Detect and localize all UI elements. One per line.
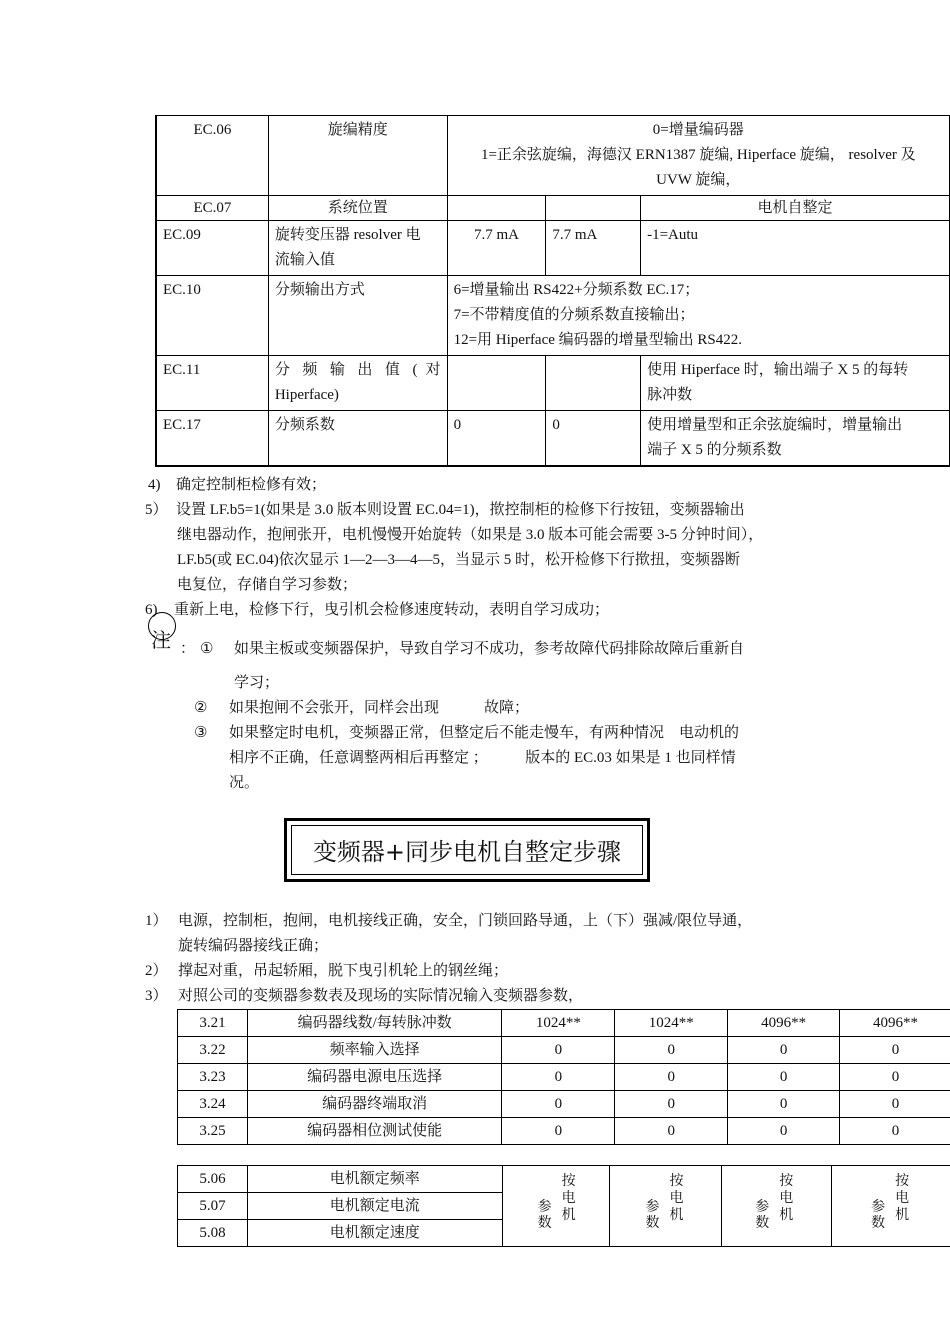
table-cell: 3.25 (178, 1118, 248, 1145)
table-cell: 3.22 (178, 1037, 248, 1064)
param-name: 旋转变压器 resolver 电 流输入值 (268, 221, 447, 276)
step-text: 电复位，存储自学习参数； (177, 577, 358, 593)
parameter-table-ec (155, 115, 950, 467)
param-value: 电机自整定 (641, 196, 950, 221)
note-item-text: 如果整定时电机，变频器正常，但整定后不能走慢车，有两种情况 电动机的 (229, 725, 740, 741)
param-name: 分 频 输 出 值 ( 对 Hiperface) (268, 356, 447, 411)
table-row (178, 1010, 950, 1037)
step-text: 旋转编码器接线正确； (178, 938, 329, 954)
step-text: 对照公司的变频器参数表及现场的实际情况输入变频器参数， (178, 988, 584, 1004)
table-row (156, 196, 950, 221)
table-cell: 0 (615, 1064, 728, 1091)
cell-char: 参 (645, 1200, 660, 1215)
table-cell: 0 (502, 1091, 615, 1118)
param-code: EC.06 (156, 116, 268, 196)
note-colon: ： (180, 641, 196, 657)
param-code: EC.17 (156, 411, 268, 467)
table-cell: 频率输入选择 (247, 1037, 502, 1064)
param-code: EC.10 (156, 276, 268, 356)
table-cell: 0 (728, 1091, 840, 1118)
table-row (178, 1064, 950, 1091)
note-item-number: ② (194, 700, 208, 716)
note-item-number: ③ (194, 725, 208, 741)
step-number: 4) (148, 477, 161, 493)
merged-cell (502, 1166, 610, 1247)
table-cell: 0 (502, 1037, 615, 1064)
table-cell: 0 (728, 1037, 840, 1064)
param-desc: 6=增量输出 RS422+分频系数 EC.17； 7=不带精度值的分频系数直接输出； 12=用 Hiperface 编码器的增量型输出 RS422. (447, 276, 949, 356)
table-cell: 1024** (615, 1010, 728, 1037)
note-item-text: 学习； (234, 675, 280, 691)
note-item-text: 况。 (229, 775, 260, 791)
encoder-parameter-table (177, 1009, 950, 1145)
cell-char: 参 (755, 1200, 770, 1215)
note-label: 注 (151, 630, 171, 652)
table-cell: 编码器终端取消 (247, 1091, 502, 1118)
param-value: 7.7 mA (447, 221, 546, 276)
table-cell: 编码器线数/每转脉冲数 (247, 1010, 502, 1037)
table-cell: 0 (728, 1064, 840, 1091)
note-item-text: 如果抱闸不会张开，同样会出现 故障； (229, 700, 530, 716)
table-cell: 0 (615, 1118, 728, 1145)
table-cell: 0 (840, 1037, 950, 1064)
cell-char: 参 (537, 1200, 552, 1215)
param-value: 使用增量型和正余弦旋编时，增量输出 端子 X 5 的分频系数 (641, 411, 950, 467)
table-row (178, 1037, 950, 1064)
param-value: -1=Autu (641, 221, 950, 276)
step-text: 设置 LF.b5=1(如果是 3.0 版本则设置 EC.04=1)，揿控制柜的检修下行按钮，变频器输出 (176, 502, 745, 518)
cell-char: 机 (561, 1208, 576, 1223)
cell-char: 按 (561, 1174, 576, 1189)
param-value (546, 196, 641, 221)
table-row (178, 1118, 950, 1145)
step-text: 撑起对重，吊起轿厢，脱下曳引机轮上的钢丝绳； (178, 963, 509, 979)
param-value (546, 356, 641, 411)
cell-char: 数 (755, 1216, 770, 1231)
step-number: 3） (145, 988, 168, 1004)
table-cell: 电机额定频率 (247, 1166, 502, 1193)
table-cell: 3.21 (178, 1010, 248, 1037)
note-item-text: 相序不正确，任意调整两相后再整定 ； 版本的 EC.03 如果是 1 也同样情 (229, 750, 736, 766)
table-cell: 5.06 (178, 1166, 248, 1193)
param-value (447, 356, 546, 411)
param-name: 系统位置 (268, 196, 447, 221)
step-number: 1） (145, 913, 168, 929)
table-row (156, 356, 950, 411)
table-row (156, 221, 950, 276)
merged-cell (832, 1166, 950, 1247)
table-cell: 5.08 (178, 1220, 248, 1247)
table-row (156, 411, 950, 467)
table-cell: 4096** (840, 1010, 950, 1037)
param-code: EC.09 (156, 221, 268, 276)
step-text: 重新上电，检修下行，曳引机会检修速度转动，表明自学习成功； (174, 602, 610, 618)
table-cell: 0 (502, 1118, 615, 1145)
cell-char: 机 (895, 1208, 910, 1223)
table-cell: 3.23 (178, 1064, 248, 1091)
table-row (178, 1091, 950, 1118)
cell-char: 电 (561, 1191, 576, 1206)
param-value (447, 196, 546, 221)
param-name: 分频输出方式 (268, 276, 447, 356)
cell-char: 电 (895, 1191, 910, 1206)
step-text: 继电器动作，抱闸张开，电机慢慢开始旋转（如果是 3.0 版本可能会需要 3-5 分钟时间）， (177, 527, 764, 543)
cell-char: 数 (645, 1216, 660, 1231)
table-row (156, 276, 950, 356)
table-cell: 4096** (728, 1010, 840, 1037)
param-code: EC.07 (156, 196, 268, 221)
table-row (178, 1166, 950, 1193)
table-cell: 0 (615, 1037, 728, 1064)
cell-char: 数 (537, 1216, 552, 1231)
merged-cell (722, 1166, 832, 1247)
note-item-number: ① (200, 641, 214, 657)
table-cell: 0 (615, 1091, 728, 1118)
param-value: 使用 Hiperface 时，输出端子 X 5 的每转 脉冲数 (641, 356, 950, 411)
table-cell: 1024** (502, 1010, 615, 1037)
merged-cell (610, 1166, 722, 1247)
section-title: 变频器+同步电机自整定步骤 (291, 825, 643, 875)
cell-char: 按 (895, 1174, 910, 1189)
param-name: 旋编精度 (268, 116, 447, 196)
param-code: EC.11 (156, 356, 268, 411)
cell-char: 按 (669, 1174, 684, 1189)
step-number: 6) (145, 602, 158, 618)
cell-char: 参 (871, 1200, 886, 1215)
param-name: 分频系数 (268, 411, 447, 467)
table-cell: 电机额定电流 (247, 1193, 502, 1220)
motor-parameter-table (177, 1165, 950, 1247)
param-value: 0 (447, 411, 546, 467)
note-item-text: 如果主板或变频器保护，导致自学习不成功，参考故障代码排除故障后重新自 (234, 641, 745, 657)
step-text: 确定控制柜检修有效； (176, 477, 327, 493)
param-desc: 0=增量编码器 1=正余弦旋编，海德汉 ERN1387 旋编, Hiperface 旋编， resolver 及 UVW 旋编， (447, 116, 949, 196)
step-text: LF.b5(或 EC.04)依次显示 1—2—3—4—5，当显示 5 时，松开检修下行揿扭，变频器断 (177, 552, 740, 568)
cell-char: 数 (871, 1216, 886, 1231)
cell-char: 按 (779, 1174, 794, 1189)
step-text: 电源，控制柜，抱闸，电机接线正确，安全，门锁回路导通，上（下）强减/限位导通， (178, 913, 753, 929)
table-cell: 编码器相位测试使能 (247, 1118, 502, 1145)
section-title-box (284, 818, 650, 882)
table-cell: 电机额定速度 (247, 1220, 502, 1247)
cell-char: 电 (779, 1191, 794, 1206)
table-row (156, 116, 950, 196)
step-number: 5） (145, 502, 168, 518)
param-value: 0 (546, 411, 641, 467)
step-number: 2） (145, 963, 168, 979)
table-cell: 5.07 (178, 1193, 248, 1220)
table-cell: 0 (840, 1064, 950, 1091)
cell-char: 电 (669, 1191, 684, 1206)
param-value: 7.7 mA (546, 221, 641, 276)
cell-char: 机 (779, 1208, 794, 1223)
table-cell: 0 (502, 1064, 615, 1091)
table-cell: 0 (840, 1118, 950, 1145)
table-cell: 3.24 (178, 1091, 248, 1118)
table-cell: 编码器电源电压选择 (247, 1064, 502, 1091)
cell-char: 机 (669, 1208, 684, 1223)
table-cell: 0 (728, 1118, 840, 1145)
table-cell: 0 (840, 1091, 950, 1118)
